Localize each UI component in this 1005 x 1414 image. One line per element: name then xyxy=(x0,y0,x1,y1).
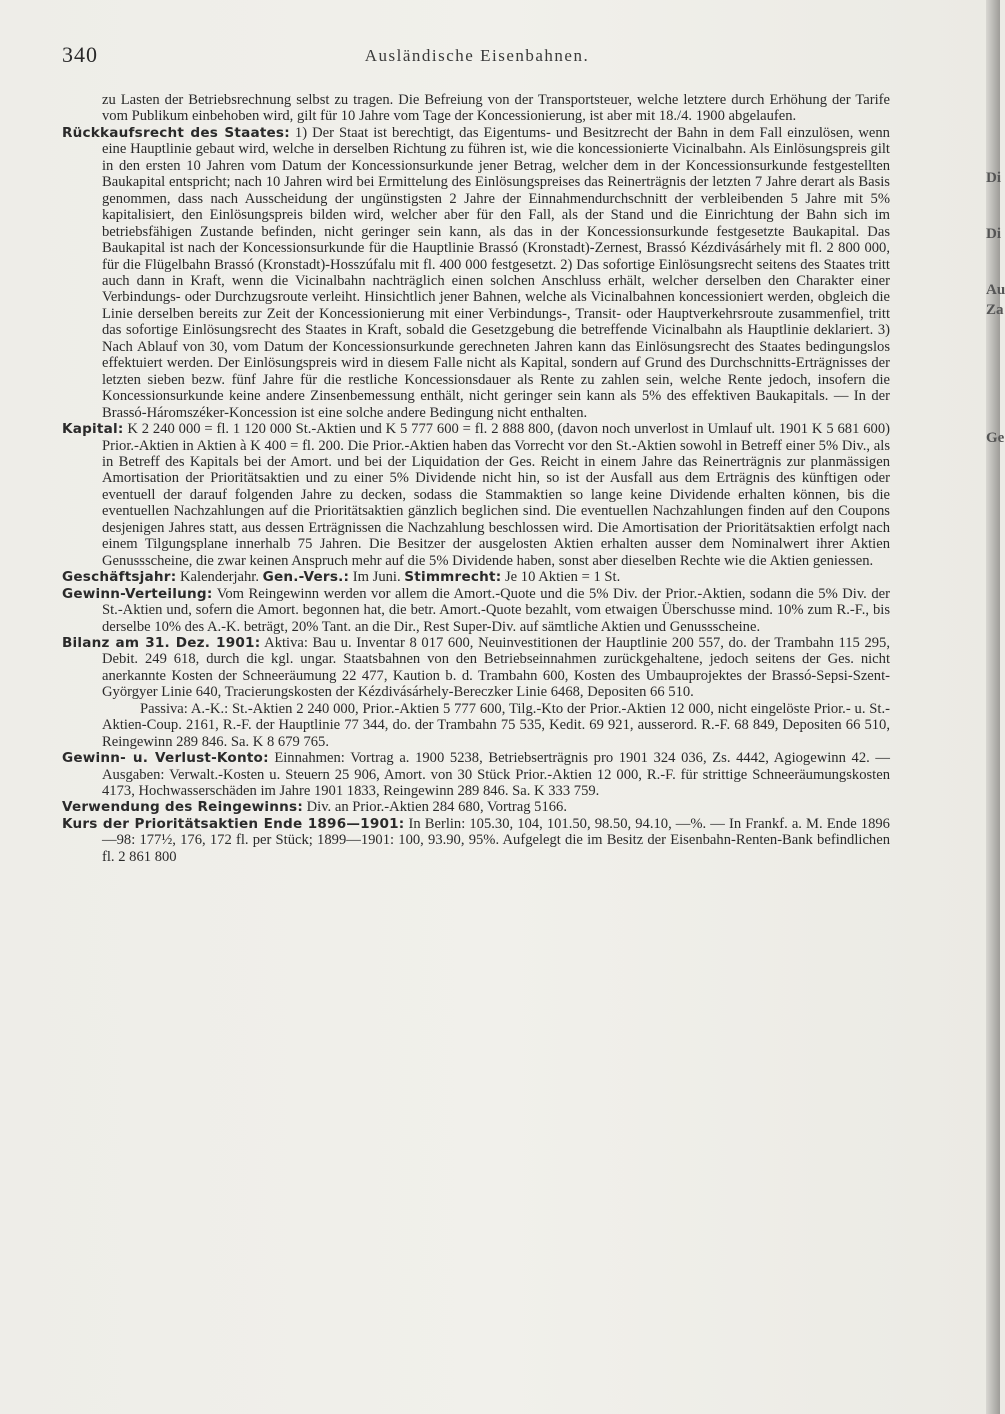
adjacent-page-margin xyxy=(978,0,1005,1414)
entry-gewinn-verlust xyxy=(62,750,890,799)
entry-passiva xyxy=(62,701,890,750)
document-body xyxy=(62,92,890,865)
entry-kapital xyxy=(62,421,890,569)
page-header xyxy=(62,42,892,72)
entry-keyword: Kapital: xyxy=(62,421,124,438)
entry-text: K 2 240 000 = fl. 1 120 000 St.-Aktien und K 5 777 600 = fl. 2 888 800, (davon noch unverlost in Umlauf ult. 1901 K 5 681 600) Prior.-Aktien in Aktien à K 400 = fl. 200. Die Prior.-Aktien haben das Vorrecht vor den St.-Aktien sowohl in Betreff einer 5% Div., als in Betreff des Kapitals bei der Amort. und bei der Liquidation der Ges. Reicht in einem Jahre das Reinerträgnis zur planmässigen Amortisation der Prioritätsaktien und zu einer 5% Dividende nicht hin, so ist der Ausfall aus dem Erträgnis des künftigen oder eventuell der darauf folgenden Jahre zu decken, sodass die Stammaktien so lange keine Dividende erhalten können, bis die eventuellen Nachzahlungen auf die Prioritätsaktien gänzlich beglichen sind. Die eventuellen Nachzahlungen finden auf den Coupons desjenigen Jahres statt, aus dessen Erträgnissen die Nachzahlung beschlossen wird. Die Amortisation der Prioritätsaktien erfolgt nach einem Tilgungsplane innerhalb 75 Jahren. Die Besitzer der ausgelosten Aktien erhalten ausser dem Nominalwert ihrer Aktien Genussscheine, die zwar keinen Anspruch mehr auf die 5% Dividende haben, sonst aber dieselben Rechte wie die Aktien geniessen. xyxy=(102,421,890,569)
entry-rueckkaufsrecht xyxy=(62,125,890,421)
entry-text: Passiva: A.-K.: St.-Aktien 2 240 000, Prior.-Aktien 5 777 600, Tilg.-Kto der Prior.-Aktien 12 000, nicht eingelöste Prior.- u. St.-Aktien-Coup. 2161, R.-F. der Hauptlinie 77 344, do. der Trambahn 75 535, Kedit. 69 921, ausserord. R.-F. 68 849, Depositen 66 510, Reingewinn 289 846. Sa. K 8 679 765. xyxy=(102,700,890,750)
entry-keyword-3: Stimmrecht: xyxy=(404,569,502,586)
entry-text: Einnahmen: Vortrag a. 1900 5238, Betriebserträgnis pro 1901 324 036, Zs. 4442, Agiogewinn 42. — Ausgaben: Verwalt.-Kosten u. Steuern 25 906, Amort. von 30 Stück Prior.-Aktien 12 000, R.-F. für strittige Schneeräumungskosten 4173, Hochwasserschäden im Jahre 1901 1833, Reingewinn 289 846. Sa. K 333 759. xyxy=(102,750,890,800)
entry-keyword-2: Gen.-Vers.: xyxy=(262,569,350,586)
entry-keyword: Bilanz am 31. Dez. 1901: xyxy=(62,634,261,651)
entry-keyword: Geschäftsjahr: xyxy=(62,569,177,586)
entry-text: Kalenderjahr. xyxy=(176,569,263,586)
paragraph-continuation xyxy=(62,92,890,125)
entry-geschaeftsjahr xyxy=(62,569,890,585)
entry-keyword: Rückkaufsrecht des Staates: xyxy=(62,124,290,141)
entry-gewinn-verteilung xyxy=(62,586,890,635)
entry-keyword: Gewinn- u. Verlust-Konto: xyxy=(62,750,269,767)
entry-keyword: Verwendung des Reingewinns: xyxy=(62,799,303,816)
entry-text-2: Im Juni. xyxy=(349,569,405,586)
paragraph-text: zu Lasten der Betriebsrechnung selbst zu tragen. Die Befreiung von der Transportsteuer, welche letztere durch Erhöhung der Tarife vom Publikum einbehoben wird, gilt für 10 Jahre vom Tage der Koncessionierung, ist aber mit 18./4. 1900 abgelaufen. xyxy=(102,92,890,125)
running-title: Ausländische Eisenbahnen. xyxy=(364,46,590,65)
margin-fragment: Di xyxy=(986,170,1001,186)
entry-text: Aktiva: Bau u. Inventar 8 017 600, Neuinvestitionen der Hauptlinie 200 557, do. der Trambahn 115 295, Debit. 249 618, durch die kgl. ungar. Staatsbahnen von den Betriebseinnahmen zurückgehaltene, jedoch seitens der Ges. nicht anerkannte Kosten der Schneeräumung 22 477, Kaution b. d. Trambahn 600, Kosten des Umbauprojektes der Brassó-Sepsi-Szent-Györgyer Linie 640, Tracierungskosten der Kézdivásárhely-Bereczker Linie 6468, Depositen 66 510. xyxy=(102,634,890,701)
page-number: 340 xyxy=(62,42,98,67)
entry-text-3: Je 10 Aktien = 1 St. xyxy=(501,569,621,586)
entry-text: Vom Reingewinn werden vor allem die Amort.-Quote und die 5% Div. der Prior.-Aktien, sodann die 5% Div. der St.-Aktien und, sofern die Amort. begonnen hat, die betr. Amort.-Quote bezahlt, vom etwaigen Überschusse mind. 10% zum R.-F., bis derselbe 10% des A.-K. beträgt, 20% Tant. an die Dir., Rest Super-Div. auf sämtliche Aktien und Genussscheine. xyxy=(102,585,890,635)
entry-keyword: Kurs der Prioritätsaktien Ende 1896—1901: xyxy=(62,815,405,832)
entry-text: In Berlin: 105.30, 104, 101.50, 98.50, 94.10, —%. — In Frankf. a. M. Ende 1896—98: 177½, 176, 172 fl. per Stück; 1899—1901: 100, 93.90, 95%. Aufgelegt die im Besitz der Eisenbahn-Renten-Bank befindlichen fl. 2 861 800 xyxy=(102,815,890,865)
margin-fragment: Au xyxy=(986,282,1005,298)
entry-keyword: Gewinn-Verteilung: xyxy=(62,585,213,602)
entry-text: Div. an Prior.-Aktien 284 680, Vortrag 5166. xyxy=(302,799,567,816)
entry-verwendung xyxy=(62,799,890,815)
entry-kurs xyxy=(62,816,890,865)
entry-text: 1) Der Staat ist berechtigt, das Eigentums- und Besitzrecht der Bahn in dem Fall einzulösen, wenn eine Hauptlinie gebaut wird, welche in derselben Richtung zu führen ist, wie die koncessionierte Vicinalbahn. Als Einlösungspreis gilt in den ersten 10 Jahren vom Datum der Koncessionsurkunde jener Betrag, welcher dem in der Koncessionsurkunde festgestellten Baukapital entspricht; nach 10 Jahren wird bei Ermittelung des Einlösungspreises das Reinerträgnis der letzten 7 Jahre derart als Basis genommen, dass nach Ausscheidung der ungünstigsten 2 Jahre der Einnahmendurchschnitt der verbleibenden 5 Jahre mit 5% kapitalisiert, den Einlösungspreis bilden wird, welcher aber für den Fall, als der Stand und die Einrichtung der Bahn sich im betriebsfähigen Zustande befinden, nicht geringer sein kann, als das in der Koncessionsurkunde festgesetzte Baukapital. Das Baukapital ist nach der Koncessionsurkunde für die Hauptlinie Brassó (Kronstadt)-Zernest, Brassó Kézdivásárhely mit fl. 2 800 000, für die Flügelbahn Brassó (Kronstadt)-Hosszúfalu mit fl. 400 000 festgesetzt. 2) Das sofortige Einlösungsrecht seitens des Staates tritt auch dann in Kraft, wenn die Vicinalbahn nachträglich einen solchen Anschluss erhält, welcher derselben den Charakter einer Verbindungs- oder Durchzugsroute verleiht. Hinsichtlich jener Bahnen, welche als Vicinalbahnen koncessioniert werden, obgleich die Linie derselben bereits zur Zeit der Koncessionierung mit einer Verbindungs-, Transit- oder Hauptverkehrsroute zusammenfiel, tritt das sofortige Einlösungsrecht des Staates in Kraft, sobald die Gesetzgebung die betreffende Vicinalbahn als Hauptlinie deklariert. 3) Nach Ablauf von 30, vom Datum der Koncessionsurkunde gerechneten Jahren kann das Einlösungsrecht des Staates bedingungslos effektuiert werden. Der Einlösungspreis wird in diesem Falle nicht als Kapital, sondern auf Grund des Durchschnitts-Erträgnisses der letzten sieben bezw. fünf Jahre für die restliche Koncessionsdauer als Rente zu zahlen sein, welche Rente jedoch, insofern die Koncessionsurkunde keine andere Zinsenbemessung enthält, nicht geringer sein kann als 5% des effektiven Baukapitals. — In der Brassó-Háromszéker-Koncession ist eine solche andere Bedingung nicht enthalten. xyxy=(102,124,890,421)
margin-fragment: Za xyxy=(986,302,1004,318)
entry-bilanz xyxy=(62,635,890,701)
margin-fragment: Di xyxy=(986,226,1001,242)
margin-fragment: Ge xyxy=(986,430,1005,446)
